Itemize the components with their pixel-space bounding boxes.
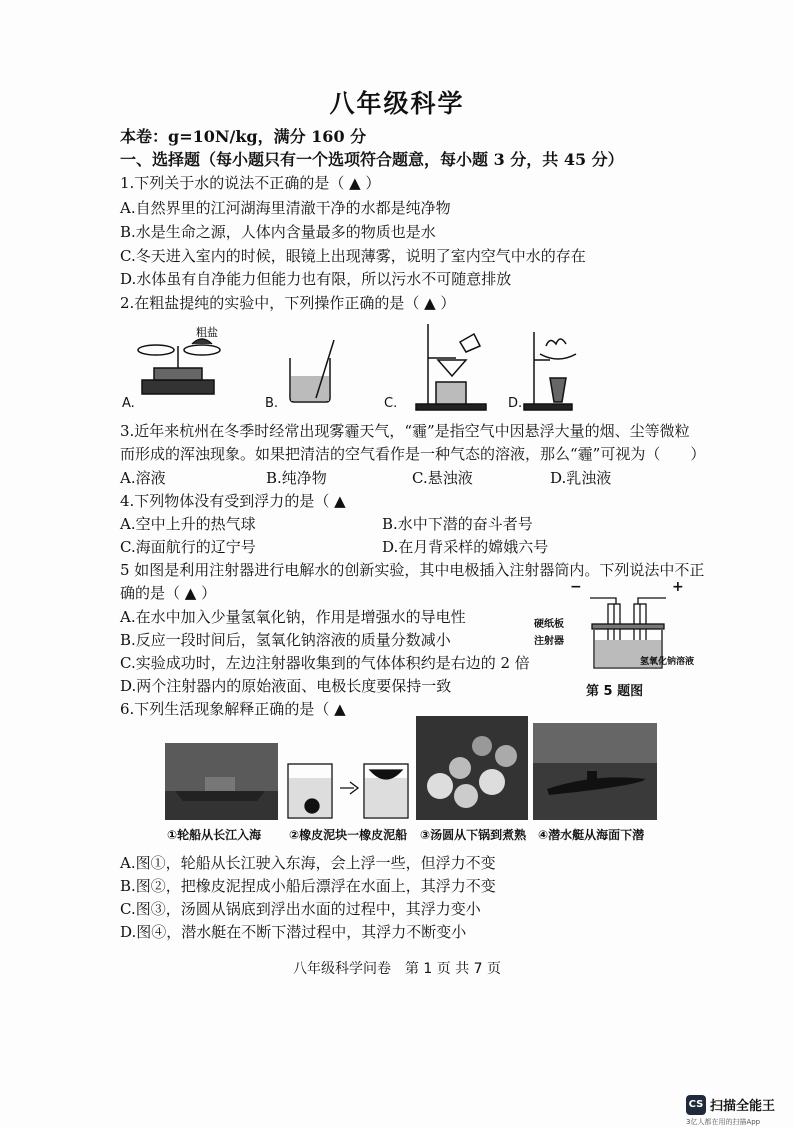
q2-label-a: A.	[122, 396, 135, 411]
q1-option-a: A.自然界里的江河湖海里清澈干净的水都是纯净物	[120, 199, 451, 217]
section-heading: 一、选择题（每小题只有一个选项符合题意，每小题 3 分，共 45 分）	[120, 150, 624, 169]
q3-option-a: A.溶液	[120, 469, 166, 487]
dumpling-photo	[416, 716, 528, 820]
q4-stem: 4.下列物体没有受到浮力的是（ ▲	[120, 492, 346, 510]
cardboard-label: 硬纸板	[534, 619, 564, 630]
q5-option-a: A.在水中加入少量氢氧化钠，作用是增强水的导电性	[120, 608, 466, 626]
q4-option-d: D.在月背采样的嫦娥六号	[382, 538, 549, 556]
submarine-photo	[533, 723, 657, 820]
q4-option-c: C.海面航行的辽宁号	[120, 538, 256, 556]
q6-stem: 6.下列生活现象解释正确的是（ ▲	[120, 700, 346, 718]
scanner-tagline: 3亿人都在用的扫描App	[686, 1118, 761, 1126]
q1-stem: 1.下列关于水的说法不正确的是（ ▲ ）	[120, 174, 381, 192]
q5-stem-line2: 确的是（ ▲ ）	[120, 584, 217, 602]
plasticine-diagram	[284, 744, 412, 820]
salt-label: 粗盐	[196, 326, 218, 339]
q6-caption-1: ①轮船从长江入海	[167, 828, 262, 842]
q1-option-d: D.水体虽有自净能力但能力也有限，所以污水不可随意排放	[120, 270, 512, 288]
filtration-figure	[416, 324, 486, 410]
balance-figure	[138, 339, 220, 394]
q3-option-b: B.纯净物	[266, 469, 327, 487]
naoh-solution-label: 氢氧化钠溶液	[640, 657, 695, 667]
q2-label-c: C.	[384, 396, 398, 411]
q6-option-b: B.图②，把橡皮泥捏成小船后漂浮在水面上，其浮力不变	[120, 877, 496, 895]
q1-option-c: C.冬天进入室内的时候，眼镜上出现薄雾，说明了室内空气中水的存在	[120, 247, 586, 265]
page-footer: 八年级科学问卷 第 1 页 共 7 页	[292, 961, 502, 977]
q6-caption-2: ②橡皮泥块一橡皮泥船	[289, 828, 408, 842]
q3-stem-line2: 而形成的浑浊现象。如果把清洁的空气看作是一种气态的溶液，那么“霾”可视为（ ）	[120, 445, 706, 463]
page-title: 八年级科学	[329, 89, 465, 118]
q6-option-c: C.图③，汤圆从锅底到浮出水面的过程中，其浮力变小	[120, 900, 481, 918]
q5-option-b: B.反应一段时间后，氢氧化钠溶液的质量分数减小	[120, 631, 451, 649]
ship-photo	[165, 743, 278, 820]
exam-note: 本卷：g=10N/kg，满分 160 分	[120, 127, 367, 146]
scanner-logo-icon: CS	[686, 1095, 706, 1115]
q2-label-d: D.	[508, 396, 523, 411]
evaporation-figure	[524, 332, 576, 410]
q3-stem-line1: 3.近年来杭州在冬季时经常出现雾霾天气，“霾”是指空气中因悬浮大量的烟、尘等微粒	[120, 422, 690, 440]
q5-option-d: D.两个注射器内的原始液面、电极长度要保持一致	[120, 677, 452, 695]
fig5-caption: 第 5 题图	[586, 684, 644, 699]
q2-stem: 2.在粗盐提纯的实验中，下列操作正确的是（ ▲ ）	[120, 294, 456, 312]
q4-option-b: B.水中下潜的奋斗者号	[382, 515, 533, 533]
q6-caption-3: ③汤圆从下锅到煮熟	[420, 828, 527, 842]
q1-option-b: B.水是生命之源，人体内含量最多的物质也是水	[120, 223, 436, 241]
q5-stem-line1: 5 如图是利用注射器进行电解水的创新实验，其中电极插入注射器筒内。下列说法中不正	[120, 561, 705, 579]
syringe-label: 注射器	[534, 636, 564, 647]
q5-option-c: C.实验成功时，左边注射器收集到的气体体积约是右边的 2 倍	[120, 654, 530, 672]
positive-terminal-label: +	[672, 579, 684, 595]
beaker-stirring-figure	[290, 340, 334, 402]
negative-terminal-label: −	[570, 579, 582, 595]
q6-caption-4: ④潜水艇从海面下潜	[538, 828, 645, 842]
q2-label-b: B.	[265, 396, 279, 411]
q4-option-a: A.空中上升的热气球	[120, 515, 256, 533]
q3-option-c: C.悬浊液	[412, 469, 473, 487]
scanner-brand-name: 扫描全能王	[710, 1099, 776, 1114]
q6-option-d: D.图④，潜水艇在不断下潜过程中，其浮力不断变小	[120, 923, 467, 941]
q3-option-d: D.乳浊液	[550, 469, 612, 487]
q6-option-a: A.图①，轮船从长江驶入东海，会上浮一些，但浮力不变	[120, 854, 496, 872]
